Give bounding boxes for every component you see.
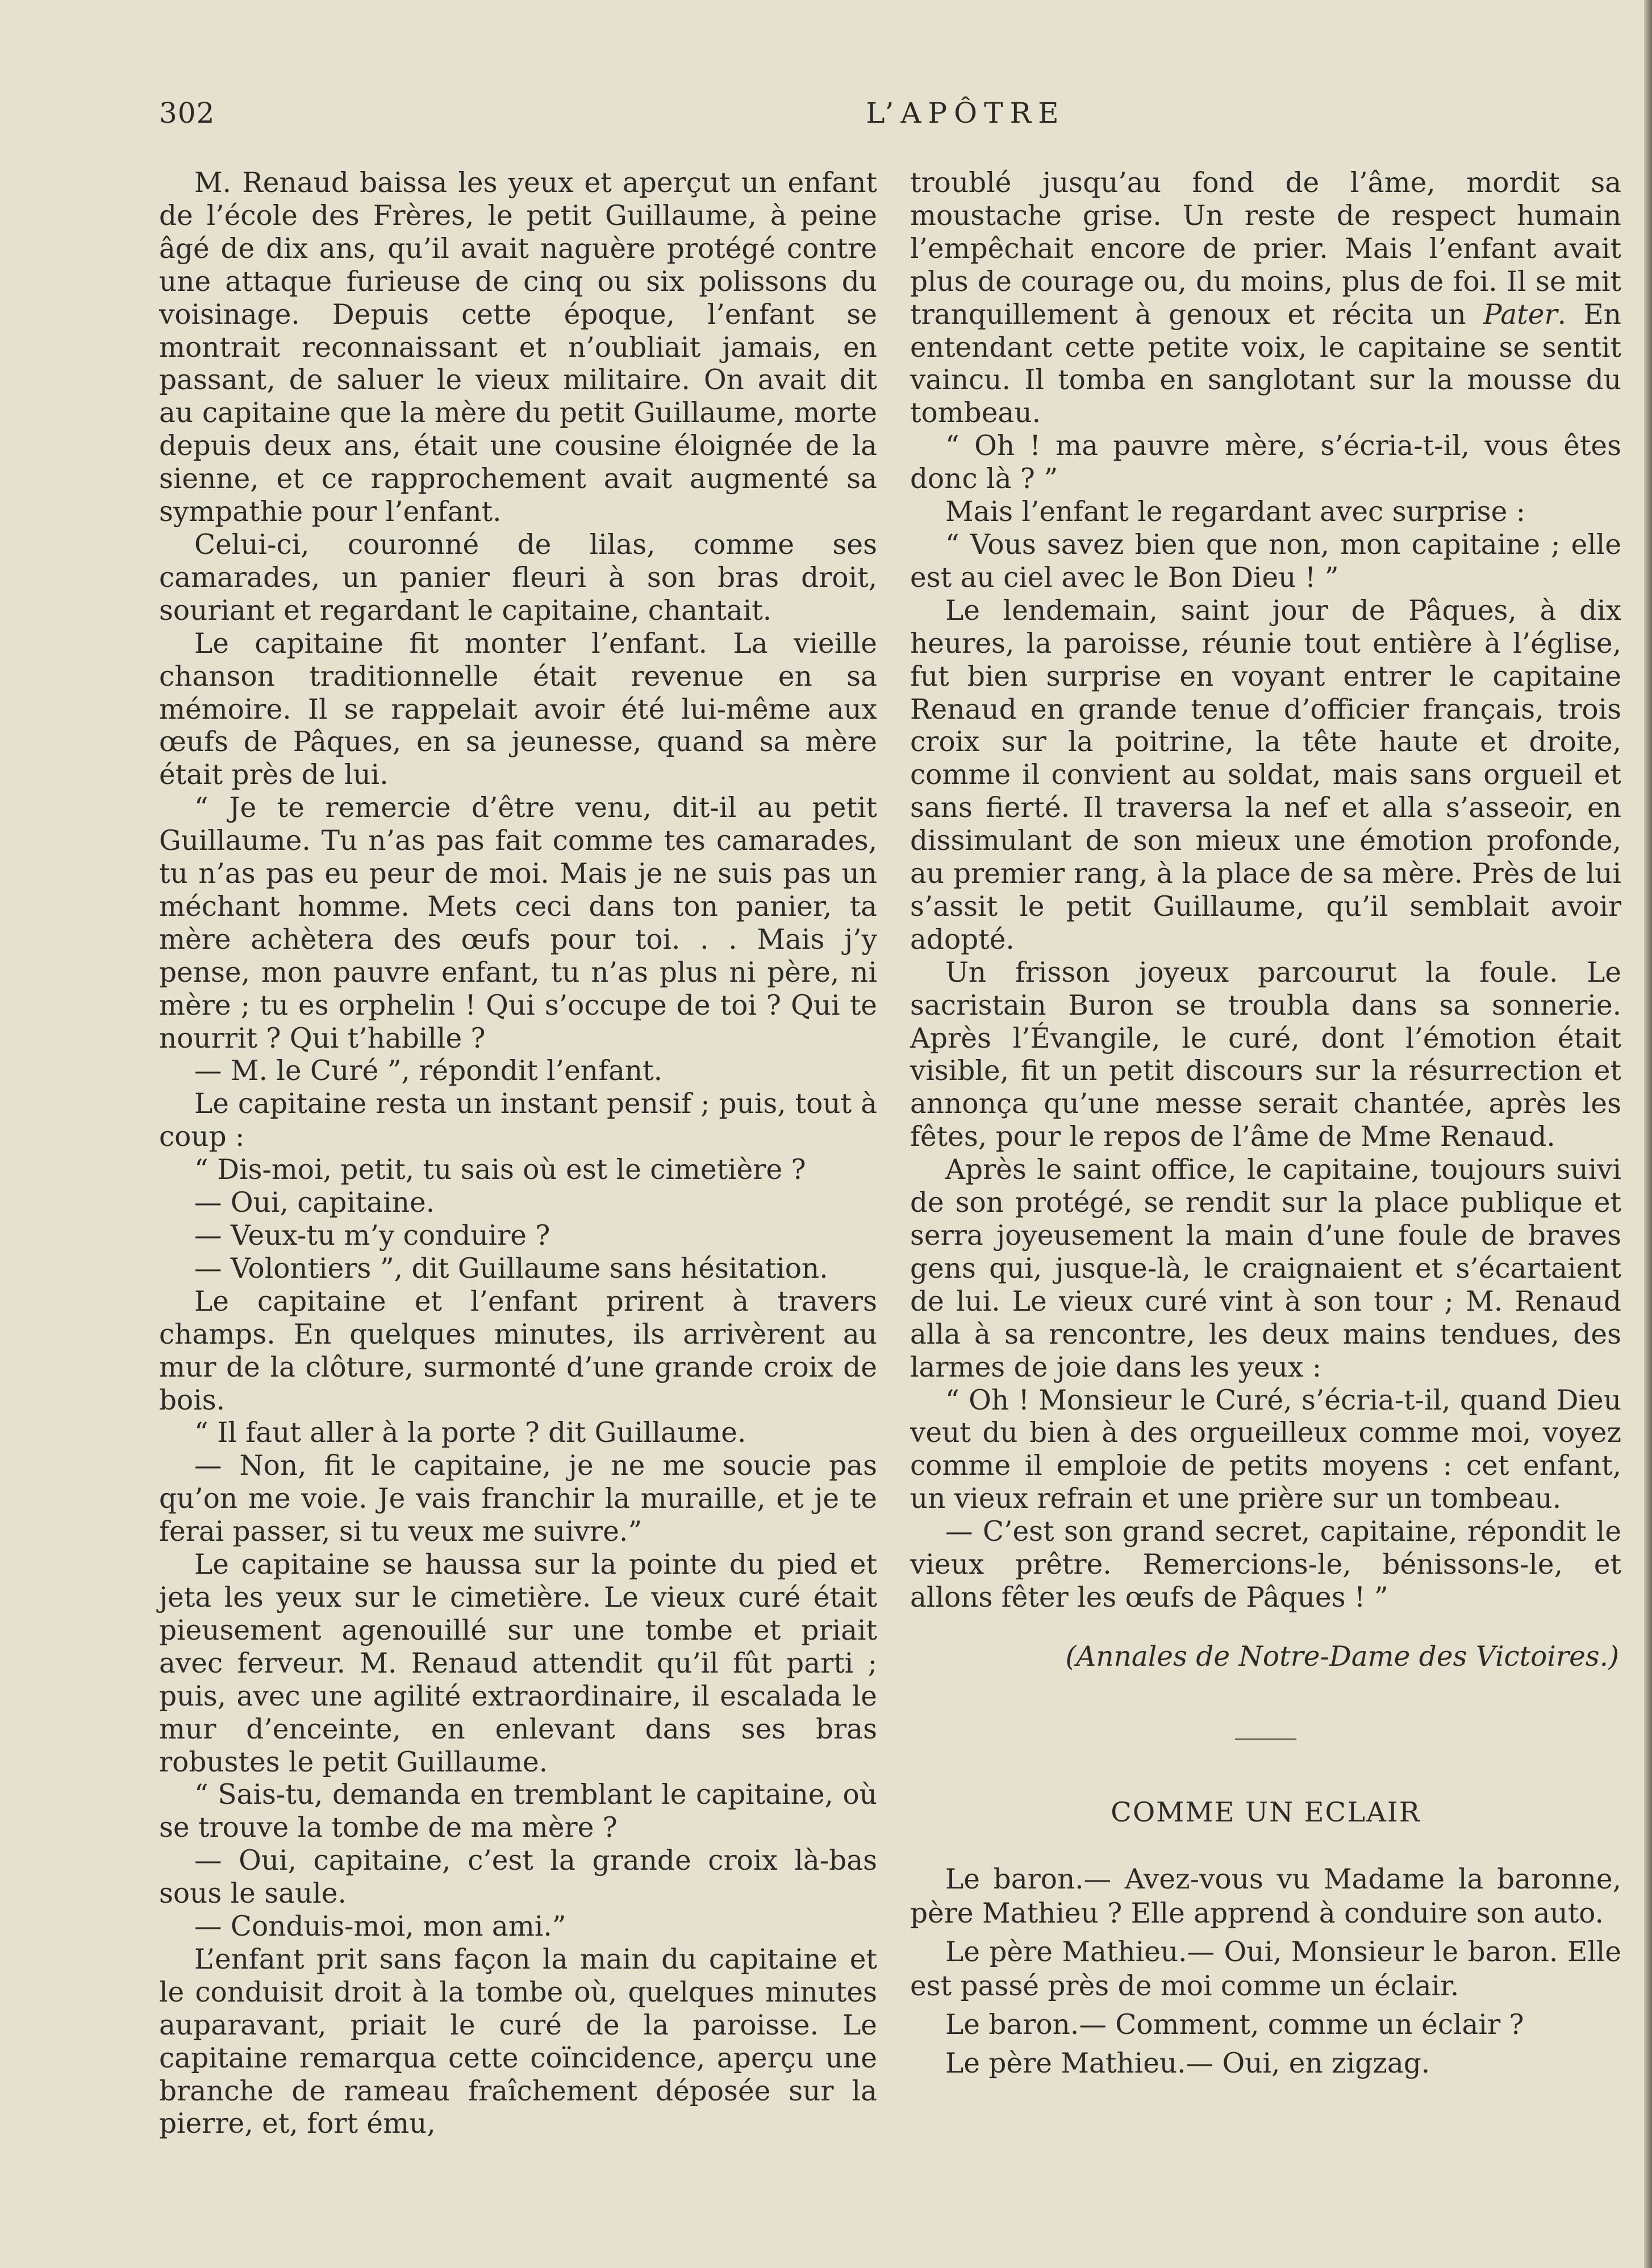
- page-number: 302: [159, 97, 215, 130]
- running-head: [159, 97, 1613, 136]
- paragraph: — Veux-tu m’y conduire ?: [194, 1220, 550, 1252]
- italic-word: Pater: [1483, 298, 1558, 331]
- paragraph: “ Oh ! ma pauvre mère, s’écria-t-il, vous êtes donc là ? ”: [910, 430, 1621, 495]
- paragraph: Celui-ci, couronné de lilas, comme ses camarades, un panier fleuri à son bras droit, souriant et regardant le capitaine, chantait.: [159, 528, 877, 627]
- right-column: [910, 167, 1621, 2085]
- dialogue-line: Le père Mathieu.— Oui, en zigzag.: [945, 2047, 1430, 2079]
- paragraph: Un frisson joyeux parcourut la foule. Le sacristain Buron se troubla dans sa sonnerie. Après l’Évangile, le curé, dont l’émotion était visible, fit un petit discours sur la résurrection et annonça qu’une messe serait chantée, après les fêtes, pour le repos de l’âme de Mme Renaud.: [910, 956, 1621, 1153]
- paragraph: Après le saint office, le capitaine, toujours suivi de son protégé, se rendit sur la place publique et serra joyeusement la main d’une foule de braves gens qui, jusque-là, le craignaient et s’écartaient de lui. Le vieux curé vint à son tour ; M. Renaud alla à sa rencontre, les deux mains tendues, des larmes de joie dans les yeux :: [910, 1154, 1621, 1383]
- continuation-text: troublé jusqu’au fond de l’âme, mordit sa moustache grise. Un reste de respect humain l’empêchait encore de prier. Mais l’enfant avait plus de courage ou, du moins, plus de foi. Il se mit tranquillement à genoux et récita un: [910, 167, 1621, 331]
- dialogue-line: Le baron.— Avez-vous vu Madame la baronne, père Mathieu ? Elle apprend à conduire son auto.: [910, 1863, 1621, 1929]
- paragraph: — C’est son grand secret, capitaine, répondit le vieux prêtre. Remercions-le, bénissons-le, et allons fêter les œufs de Pâques ! ”: [910, 1516, 1621, 1614]
- paragraph: — Volontiers ”, dit Guillaume sans hésitation.: [194, 1252, 828, 1285]
- paragraph: Le lendemain, saint jour de Pâques, à dix heures, la paroisse, réunie tout entière à l’église, fut bien surprise en voyant entrer le capitaine Renaud en grande tenue d’officier français, trois croix sur la poitrine, la tête haute et droite, comme il convient au soldat, mais sans orgueil et sans fierté. Il traversa la nef et alla s’asseoir, en dissimulant de son mieux une émotion profonde, au premier rang, à la place de sa mère. Près de lui s’assit le petit Guillaume, qu’il semblait avoir adopté.: [910, 594, 1621, 956]
- dialogue-line: Le père Mathieu.— Oui, Monsieur le baron. Elle est passé près de moi comme un éclair.: [910, 1936, 1621, 2002]
- paragraph: “ Il faut aller à la porte ? dit Guillaume.: [194, 1417, 746, 1449]
- section-divider: [1235, 1738, 1296, 1740]
- paragraph: Mais l’enfant le regardant avec surprise :: [945, 496, 1526, 528]
- paragraph: Le capitaine se haussa sur la pointe du pied et jeta les yeux sur le cimetière. Le vieux curé était pieusement agenouillé sur une tombe et priait avec ferveur. M. Renaud attendit qu’il fût parti ; puis, avec une agilité extraordinaire, il escalada le mur d’enceinte, en enlevant dans ses bras robustes le petit Guillaume.: [159, 1549, 877, 1778]
- section-title: COMME UN ECLAIR: [1111, 1796, 1421, 1828]
- paragraph: “ Vous savez bien que non, mon capitaine ; elle est au ciel avec le Bon Dieu ! ”: [910, 528, 1621, 594]
- paragraph: L’enfant prit sans façon la main du capitaine et le conduisit droit à la tombe où, quelques minutes auparavant, priait le curé de la paroisse. Le capitaine remarqua cette coïncidence, aperçu une branche de rameau fraîchement déposée sur la pierre, et, fort ému,: [159, 1943, 877, 2140]
- paragraph: — Oui, capitaine, c’est la grande croix là-bas sous le saule.: [159, 1845, 877, 1910]
- left-column: [159, 167, 877, 2141]
- paragraph: — Oui, capitaine.: [194, 1187, 435, 1219]
- paragraph: — Conduis-moi, mon ami.”: [194, 1911, 566, 1943]
- paragraph: “ Sais-tu, demanda en tremblant le capitaine, où se trouve la tombe de ma mère ?: [159, 1779, 877, 1844]
- paragraph: — Non, fit le capitaine, je ne me soucie pas qu’on me voie. Je vais franchir la muraille, et je te ferai passer, si tu veux me suivre.”: [159, 1450, 877, 1548]
- paragraph: “ Oh ! Monsieur le Curé, s’écria-t-il, quand Dieu veut du bien à des orgueilleux comme moi, voyez comme il emploie de petits moyens : cet enfant, un vieux refrain et une prière sur un tombeau.: [910, 1384, 1621, 1515]
- dialogue-line: Le baron.— Comment, comme un éclair ?: [945, 2008, 1524, 2041]
- paragraph: — M. le Curé ”, répondit l’enfant.: [194, 1055, 663, 1087]
- running-title: L’APÔTRE: [866, 97, 1066, 130]
- page-edge: [1644, 0, 1652, 2268]
- paragraph: “ Je te remercie d’être venu, dit-il au petit Guillaume. Tu n’as pas fait comme tes camarades, tu n’as pas eu peur de moi. Mais je ne suis pas un méchant homme. Mets ceci dans ton panier, ta mère achètera des œufs pour toi. . . Mais j’y pense, mon pauvre enfant, tu n’as plus ni père, ni mère ; tu es orphelin ! Qui s’occupe de toi ? Qui te nourrit ? Qui t’habille ?: [159, 792, 877, 1054]
- paragraph: Le capitaine resta un instant pensif ; puis, tout à coup :: [159, 1088, 877, 1153]
- continuation-text-after: . En entendant cette petite voix, le capitaine se sentit vaincu. Il tomba en sanglotant sur la mousse du tombeau.: [910, 298, 1621, 430]
- continued-paragraph: [910, 167, 1621, 430]
- paragraph: “ Dis-moi, petit, tu sais où est le cimetière ?: [194, 1154, 806, 1186]
- attribution: (Annales de Notre-Dame des Victoires.): [1065, 1640, 1619, 1673]
- paragraph: Le capitaine et l’enfant prirent à travers champs. En quelques minutes, ils arrivèrent au mur de la clôture, surmonté d’une grande croix de bois.: [159, 1285, 877, 1416]
- paragraph: M. Renaud baissa les yeux et aperçut un enfant de l’école des Frères, le petit Guillaume, à peine âgé de dix ans, qu’il avait naguère protégé contre une attaque furieuse de cinq ou six polissons du voisinage. Depuis cette époque, l’enfant se montrait reconnaissant et n’oubliait jamais, en passant, de saluer le vieux militaire. On avait dit au capitaine que la mère du petit Guillaume, morte depuis deux ans, était une cousine éloignée de la sienne, et ce rapprochement avait augmenté sa sympathie pour l’enfant.: [159, 167, 877, 528]
- paragraph: Le capitaine fit monter l’enfant. La vieille chanson traditionnelle était revenue en sa mémoire. Il se rappelait avoir été lui-même aux œufs de Pâques, en sa jeunesse, quand sa mère était près de lui.: [159, 627, 877, 791]
